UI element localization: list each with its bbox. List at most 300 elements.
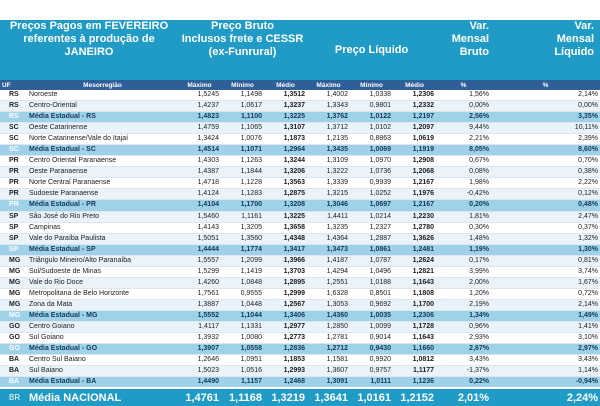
uf-cell: SP [0,211,27,222]
bmin-cell: 1,1168 [221,388,264,406]
lmin-cell: 1,0861 [350,244,393,255]
bavg-cell: 1,2773 [264,333,307,344]
bmin-cell: 1,1071 [221,145,264,156]
var-liquido-cell: 0,12% [491,189,600,200]
bmin-cell: 1,1283 [221,189,264,200]
region-cell: Centro Goiano [27,321,178,332]
lmin-cell: 0,9920 [350,355,393,366]
bavg-cell: 1,3406 [264,310,307,321]
table-row [0,178,600,189]
lmin-cell: 0,8501 [350,288,393,299]
bavg-cell: 1,3107 [264,123,307,134]
lmax-cell: 1,4002 [307,90,350,101]
region-cell: Média NACIONAL [27,388,178,406]
bavg-cell: 1,2999 [264,288,307,299]
bmin-cell: 1,3205 [221,222,264,233]
lmin-cell: 1,0069 [350,145,393,156]
var-liquido-cell: 3,10% [491,333,600,344]
header-preco-liquido: Preço Líquido [307,20,436,80]
lmin-cell: 1,0161 [350,388,393,406]
region-cell: Norte Central Paranaense [27,178,178,189]
lavg-cell: 1,1643 [393,333,436,344]
lavg-cell: 1,1808 [393,288,436,299]
col-var-bruto-pct: % [436,80,491,90]
table-row [0,101,600,112]
col-liq-avg: Médio [393,80,436,90]
var-bruto-cell: 2,93% [436,333,491,344]
bmin-cell: 1,1044 [221,310,264,321]
state-average-row [0,112,600,123]
lmin-cell: 1,0111 [350,377,393,389]
var-liquido-cell: 2,97% [491,344,600,355]
table-row [0,366,600,377]
bmax-cell: 1,4260 [178,277,221,288]
bmax-cell: 1,3887 [178,299,221,310]
bmin-cell: 1,2099 [221,255,264,266]
var-liquido-cell: 1,49% [491,310,600,321]
table-row [0,288,600,299]
var-liquido-cell: 0,37% [491,222,600,233]
uf-cell: MG [0,299,27,310]
col-liq-min: Mínimo [350,80,393,90]
bmax-cell: 1,4117 [178,321,221,332]
var-bruto-cell: 0,08% [436,167,491,178]
price-table [0,20,600,406]
bavg-cell: 1,2964 [264,145,307,156]
column-header-row [0,80,600,90]
lmin-cell: 0,9939 [350,178,393,189]
lmax-cell: 1,3473 [307,244,350,255]
var-liquido-cell: 0,70% [491,156,600,167]
region-cell: Média Estadual - SP [27,244,178,255]
lavg-cell: 1,1728 [393,321,436,332]
lavg-cell: 1,2167 [393,178,436,189]
bavg-cell: 1,3966 [264,255,307,266]
uf-cell: MG [0,277,27,288]
var-bruto-cell: 0,17% [436,255,491,266]
lavg-cell: 1,1236 [393,377,436,389]
lmax-cell: 1,3712 [307,123,350,134]
lmin-cell: 0,9801 [350,101,393,112]
lmin-cell: 1,0970 [350,156,393,167]
bavg-cell: 1,3244 [264,156,307,167]
region-cell: Zona da Mata [27,299,178,310]
region-cell: Sul/Sudoeste de Minas [27,266,178,277]
bavg-cell: 1,3703 [264,266,307,277]
lmax-cell: 1,3607 [307,366,350,377]
table-row [0,321,600,332]
lmax-cell: 1,3222 [307,167,350,178]
lmax-cell: 1,3435 [307,145,350,156]
lmax-cell: 1,3641 [307,388,350,406]
bavg-cell: 1,1873 [264,134,307,145]
region-cell: Média Estadual - MG [27,310,178,321]
header-title: Preços Pagos em FEVEREIRO referentes à produção de JANEIRO [0,20,178,80]
bavg-cell: 1,3225 [264,112,307,123]
uf-cell: PR [0,200,27,211]
lmax-cell: 1,3109 [307,156,350,167]
lmax-cell: 1,3343 [307,101,350,112]
lmin-cell: 1,0035 [350,310,393,321]
bavg-cell: 1,2895 [264,277,307,288]
var-liquido-cell: -0,94% [491,377,600,389]
state-average-row [0,145,600,156]
lmax-cell: 1,3235 [307,222,350,233]
lavg-cell: 1,2197 [393,112,436,123]
bavg-cell: 1,3208 [264,200,307,211]
lavg-cell: 1,0619 [393,134,436,145]
region-cell: São José do Rio Preto [27,211,178,222]
uf-cell: SP [0,233,27,244]
uf-cell: MG [0,266,27,277]
region-cell: Oeste Catarinense [27,123,178,134]
var-bruto-cell: 0,20% [436,200,491,211]
lmin-cell: 1,0697 [350,200,393,211]
lmax-cell: 1,2850 [307,321,350,332]
var-bruto-cell: 0,96% [436,321,491,332]
table-row [0,277,600,288]
table-row [0,167,600,178]
lmax-cell: 1,4294 [307,266,350,277]
bavg-cell: 1,3225 [264,211,307,222]
region-cell: Sudoeste Paranaense [27,189,178,200]
bmax-cell: 1,4490 [178,377,221,389]
bmin-cell: 1,0617 [221,101,264,112]
var-liquido-cell: 2,22% [491,178,600,189]
state-average-row [0,377,600,389]
lavg-cell: 1,2332 [393,101,436,112]
uf-cell: SC [0,134,27,145]
lmin-cell: 0,9430 [350,344,393,355]
uf-cell: SP [0,222,27,233]
bmin-cell: 1,1263 [221,156,264,167]
uf-cell: BA [0,377,27,389]
lmax-cell: 1,3053 [307,299,350,310]
header-var-liquido: Var. Mensal Líquido [491,20,600,80]
table-row [0,266,600,277]
col-var-liq-pct: % [491,80,600,90]
uf-cell: RS [0,101,27,112]
uf-cell: PR [0,167,27,178]
bmin-cell: 1,0080 [221,333,264,344]
uf-cell: RS [0,90,27,101]
lmax-cell: 1,4360 [307,310,350,321]
var-liquido-cell: 2,24% [491,388,600,406]
uf-cell: BR [0,388,27,406]
lmax-cell: 1,6328 [307,288,350,299]
table-row [0,134,600,145]
lmin-cell: 1,0736 [350,167,393,178]
var-bruto-cell: 1,81% [436,211,491,222]
region-cell: Triângulo Mineiro/Alto Paranaíba [27,255,178,266]
lmax-cell: 1,3215 [307,189,350,200]
bmin-cell: 1,1157 [221,377,264,389]
bmin-cell: 1,0448 [221,299,264,310]
lmin-cell: 1,0252 [350,189,393,200]
bmax-cell: 1,4387 [178,167,221,178]
bavg-cell: 1,3206 [264,167,307,178]
var-bruto-cell: 2,19% [436,299,491,310]
price-table-container [0,20,600,406]
lmax-cell: 1,4411 [307,211,350,222]
lmin-cell: 1,0338 [350,90,393,101]
col-bruto-max: Máximo [178,80,221,90]
bavg-cell: 1,3563 [264,178,307,189]
lmin-cell: 1,2327 [350,222,393,233]
state-average-row [0,200,600,211]
lmax-cell: 1,4364 [307,233,350,244]
lmin-cell: 1,0099 [350,321,393,332]
table-row [0,299,600,310]
bavg-cell: 1,2875 [264,189,307,200]
table-row [0,211,600,222]
lmin-cell: 1,0122 [350,112,393,123]
var-bruto-cell: -1,37% [436,366,491,377]
region-cell: Sul Goiano [27,333,178,344]
col-bruto-avg: Médio [264,80,307,90]
uf-cell: PR [0,178,27,189]
header-preco-bruto: Preço Bruto Inclusos frete e CESSR (ex-Funrural) [178,20,307,80]
var-liquido-cell: 1,30% [491,244,600,255]
col-liq-max: Máximo [307,80,350,90]
var-liquido-cell: 1,32% [491,233,600,244]
table-header [0,20,600,80]
col-bruto-min: Mínimo [221,80,264,90]
lmin-cell: 0,9692 [350,299,393,310]
region-cell: Oeste Paranaense [27,167,178,178]
bmax-cell: 1,4104 [178,200,221,211]
uf-cell: GO [0,344,27,355]
uf-cell: PR [0,189,27,200]
lmin-cell: 1,0787 [350,255,393,266]
table-row [0,255,600,266]
region-cell: Centro Oriental Paranaense [27,156,178,167]
lmax-cell: 1,3091 [307,377,350,389]
lavg-cell: 1,2481 [393,244,436,255]
bavg-cell: 1,3512 [264,90,307,101]
region-cell: Metropolitana de Belo Horizonte [27,288,178,299]
uf-cell: BA [0,355,27,366]
lavg-cell: 1,1700 [393,299,436,310]
bmin-cell: 1,1161 [221,211,264,222]
lmin-cell: 1,0188 [350,277,393,288]
lmax-cell: 1,3046 [307,200,350,211]
var-liquido-cell: 0,48% [491,200,600,211]
bmax-cell: 1,3907 [178,344,221,355]
var-bruto-cell: 2,21% [436,134,491,145]
bavg-cell: 1,3658 [264,222,307,233]
region-cell: Centro-Oriental [27,101,178,112]
lavg-cell: 1,2306 [393,90,436,101]
bmax-cell: 1,5557 [178,255,221,266]
region-cell: Média Estadual - GO [27,344,178,355]
bmin-cell: 1,1774 [221,244,264,255]
bmin-cell: 1,1228 [221,178,264,189]
lmin-cell: 0,9014 [350,333,393,344]
var-liquido-cell: 8,60% [491,145,600,156]
lmin-cell: 1,0102 [350,123,393,134]
national-average-row [0,388,600,406]
lavg-cell: 1,2068 [393,167,436,178]
var-liquido-cell: 2,14% [491,90,600,101]
bavg-cell: 1,2468 [264,377,307,389]
region-cell: Sul Baiano [27,366,178,377]
var-bruto-cell: 1,98% [436,178,491,189]
lavg-cell: 1,2821 [393,266,436,277]
uf-cell: GO [0,333,27,344]
table-row [0,156,600,167]
uf-cell: SC [0,123,27,134]
lavg-cell: 1,3626 [393,233,436,244]
bmax-cell: 1,4823 [178,112,221,123]
lavg-cell: 1,2230 [393,211,436,222]
lavg-cell: 1,2780 [393,222,436,233]
header-var-bruto: Var. Mensal Bruto [436,20,491,80]
var-bruto-cell: 3,43% [436,355,491,366]
region-cell: Média Estadual - BA [27,377,178,389]
var-bruto-cell: 9,44% [436,123,491,134]
bmax-cell: 1,4303 [178,156,221,167]
bmin-cell: 1,1331 [221,321,264,332]
bmin-cell: 1,1700 [221,200,264,211]
bmax-cell: 1,5245 [178,90,221,101]
uf-cell: SP [0,244,27,255]
var-bruto-cell: 0,00% [436,101,491,112]
bavg-cell: 1,3237 [264,101,307,112]
var-bruto-cell: 8,05% [436,145,491,156]
bavg-cell: 1,2567 [264,299,307,310]
bavg-cell: 1,4348 [264,233,307,244]
var-liquido-cell: 0,38% [491,167,600,178]
bmin-cell: 0,9555 [221,288,264,299]
var-liquido-cell: 3,43% [491,355,600,366]
var-bruto-cell: 2,00% [436,277,491,288]
bmax-cell: 1,5299 [178,266,221,277]
var-liquido-cell: 3,74% [491,266,600,277]
uf-cell: BA [0,366,27,377]
uf-cell: SC [0,145,27,156]
bavg-cell: 1,3219 [264,388,307,406]
region-cell: Vale do Rio Doce [27,277,178,288]
table-row [0,233,600,244]
lmin-cell: 1,0214 [350,211,393,222]
lavg-cell: 1,2167 [393,200,436,211]
var-liquido-cell: 2,14% [491,299,600,310]
table-row [0,355,600,366]
bmin-cell: 1,0076 [221,134,264,145]
bmax-cell: 1,5051 [178,233,221,244]
var-bruto-cell: 2,01% [436,388,491,406]
lavg-cell: 1,2624 [393,255,436,266]
lmin-cell: 0,8863 [350,134,393,145]
var-liquido-cell: 0,00% [491,101,600,112]
var-bruto-cell: 0,67% [436,156,491,167]
state-average-row [0,344,600,355]
var-liquido-cell: 10,11% [491,123,600,134]
var-bruto-cell: 0,22% [436,377,491,389]
bmin-cell: 1,0848 [221,277,264,288]
lmin-cell: 1,2887 [350,233,393,244]
table-row [0,189,600,200]
state-average-row [0,310,600,321]
bmax-cell: 1,5460 [178,211,221,222]
region-cell: Média Estadual - RS [27,112,178,123]
bmax-cell: 1,4444 [178,244,221,255]
var-bruto-cell: 3,99% [436,266,491,277]
var-bruto-cell: -0,42% [436,189,491,200]
var-liquido-cell: 2,47% [491,211,600,222]
region-cell: Média Estadual - SC [27,145,178,156]
table-row [0,333,600,344]
table-row [0,222,600,233]
bmax-cell: 1,2646 [178,355,221,366]
var-bruto-cell: 2,56% [436,112,491,123]
var-liquido-cell: 1,67% [491,277,600,288]
lmin-cell: 0,9757 [350,366,393,377]
bavg-cell: 1,2836 [264,344,307,355]
var-liquido-cell: 3,35% [491,112,600,123]
lavg-cell: 1,2306 [393,310,436,321]
bmin-cell: 1,0558 [221,344,264,355]
bmax-cell: 1,4718 [178,178,221,189]
bmax-cell: 1,4514 [178,145,221,156]
bmin-cell: 1,3560 [221,233,264,244]
lmax-cell: 1,3339 [307,178,350,189]
bmin-cell: 1,1065 [221,123,264,134]
var-bruto-cell: 1,56% [436,90,491,101]
col-uf: UF [0,80,27,90]
uf-cell: MG [0,288,27,299]
bmax-cell: 1,3932 [178,333,221,344]
lmax-cell: 1,2781 [307,333,350,344]
bavg-cell: 1,1853 [264,355,307,366]
uf-cell: MG [0,255,27,266]
var-bruto-cell: 1,34% [436,310,491,321]
var-bruto-cell: 1,48% [436,233,491,244]
region-cell: Vale do Paraíba Paulista [27,233,178,244]
lavg-cell: 1,1976 [393,189,436,200]
lavg-cell: 1,2908 [393,156,436,167]
lavg-cell: 1,1643 [393,277,436,288]
region-cell: Noroeste [27,90,178,101]
lavg-cell: 1,0812 [393,355,436,366]
lavg-cell: 1,1177 [393,366,436,377]
bmax-cell: 1,4759 [178,123,221,134]
bmin-cell: 1,1419 [221,266,264,277]
state-average-row [0,244,600,255]
lmax-cell: 1,2551 [307,277,350,288]
var-bruto-cell: 1,20% [436,288,491,299]
var-liquido-cell: 1,14% [491,366,600,377]
lmax-cell: 1,2135 [307,134,350,145]
bmax-cell: 1,5023 [178,366,221,377]
lavg-cell: 1,1660 [393,344,436,355]
bmax-cell: 1,3424 [178,134,221,145]
var-bruto-cell: 2,67% [436,344,491,355]
bmax-cell: 1,4237 [178,101,221,112]
bmin-cell: 1,1100 [221,112,264,123]
uf-cell: RS [0,112,27,123]
lmin-cell: 1,0496 [350,266,393,277]
region-cell: Média Estadual - PR [27,200,178,211]
lavg-cell: 1,2097 [393,123,436,134]
bavg-cell: 1,3417 [264,244,307,255]
bavg-cell: 1,2993 [264,366,307,377]
lmax-cell: 1,3762 [307,112,350,123]
bmax-cell: 1,4143 [178,222,221,233]
var-liquido-cell: 0,81% [491,255,600,266]
bmax-cell: 1,7561 [178,288,221,299]
